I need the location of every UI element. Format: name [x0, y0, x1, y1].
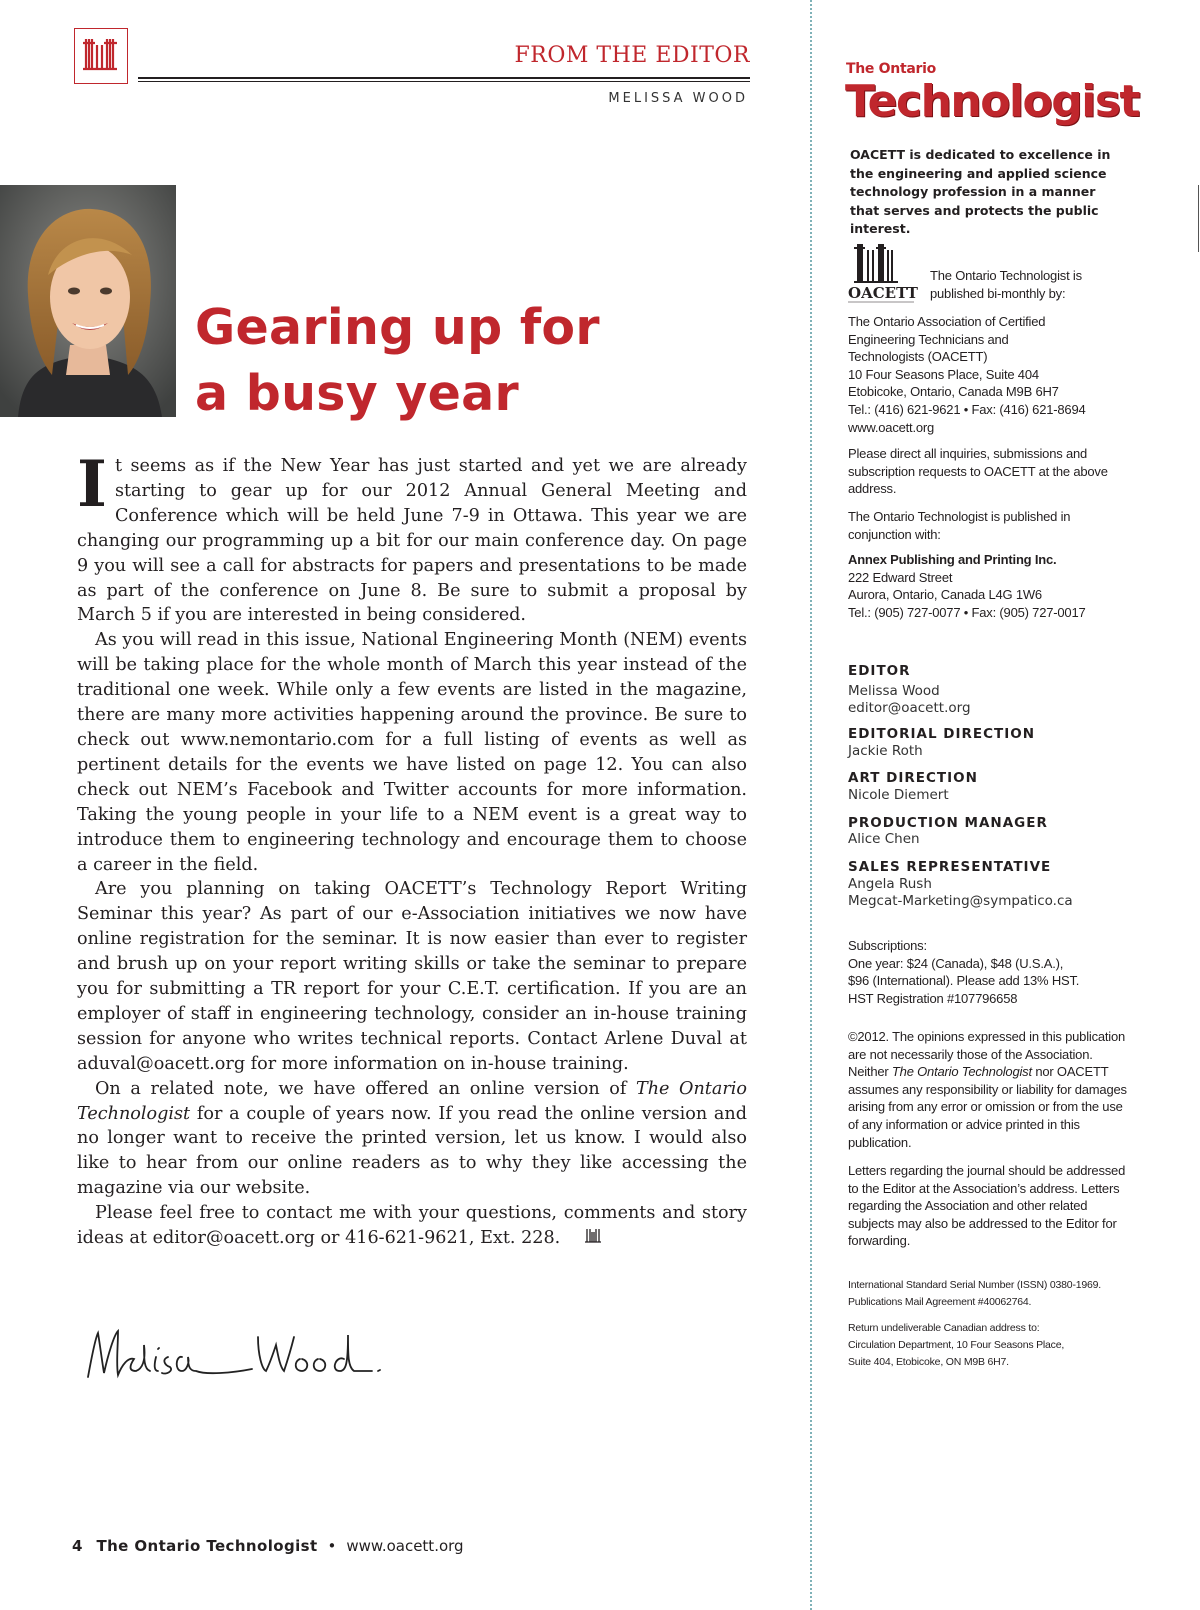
role-email: Megcat-Marketing@sympatico.ca	[848, 893, 1073, 909]
publication-name: The Ontario Technologist	[891, 1064, 1032, 1080]
address-line: Etobicoke, Ontario, Canada M9B 6H7	[848, 384, 1059, 400]
role-email: editor@oacett.org	[848, 700, 971, 716]
issn-line: International Standard Serial Number (ISSN) 0380-1969.	[848, 1279, 1102, 1291]
role-title: EDITOR	[848, 663, 911, 679]
article-body	[77, 447, 747, 1251]
editor-photo	[0, 185, 176, 417]
header-rule	[138, 77, 750, 79]
oacett-logo-icon	[74, 28, 128, 84]
footer-bullet: •	[327, 1537, 337, 1555]
published-by-note: The Ontario Technologist is published bi-monthly by:	[930, 268, 1082, 301]
article-paragraph-3: Are you planning on taking OACETT’s Technology Report Writing Seminar this year? As part of our e-Association initiatives we now have online registration for the seminar. It is now easier than ever to register and brush up on your report writing skills or take the seminar to prepare you for submitting a TR report for your C.E.T. certification. If you are an employer of staff in engineering technology, consider an in-house training session for anyone who writes technical reports. Contact Arlene Duval at aduval@oacett.org for more information on in-house training.	[77, 879, 747, 1074]
page-number: 4	[72, 1537, 83, 1555]
role-title: SALES REPRESENTATIVE	[848, 859, 1052, 875]
publisher-name: Annex Publishing and Printing Inc.	[848, 552, 1057, 567]
footer-publication: The Ontario Technologist	[96, 1537, 318, 1555]
footer-url: www.oacett.org	[346, 1537, 464, 1555]
address-line: www.oacett.org	[848, 419, 935, 435]
end-mark-logo-icon	[566, 1227, 584, 1245]
page-edge-mark	[1198, 185, 1199, 252]
copyright-text: ©2012. The opinions expressed in this publication are not necessarily those of the Association. Neither	[848, 1029, 1126, 1080]
role-title: PRODUCTION MANAGER	[848, 815, 1048, 831]
subscription-line: $96 (International). Please add 13% HST.	[848, 973, 1080, 989]
article-paragraph-5	[77, 1201, 747, 1251]
article-paragraph-2: As you will read in this issue, National Engineering Month (NEM) events will be taking place for the whole month of March this year instead of the traditional one week. While only a few events are listed in the magazine, there are many more activities happening around the province. Be sure to check out www.nemontario.com for a full listing of events as well as pertinent details for the events we have listed on page 12. You can also check out NEM’s Facebook and Twitter accounts for more information. Taking the young people in your life to a NEM event is a great way to introduce them to engineering technology and encourage them to choose a career in the field.	[77, 630, 747, 875]
role-name: Melissa Wood	[848, 683, 940, 699]
copyright-text: nor OACETT assumes any responsibility or liability for damages arising from any error or omission or from the use of any information or advice printed in this publication.	[848, 1064, 1127, 1150]
address-line: Tel.: (905) 727-0077 • Fax: (905) 727-0017	[848, 604, 1086, 620]
role-title: ART DIRECTION	[848, 770, 978, 786]
page-footer	[72, 1537, 464, 1555]
article-paragraph-4	[77, 1077, 747, 1202]
association-address	[848, 313, 1118, 436]
headline-line-2: a busy year	[195, 365, 519, 422]
paragraph-text: Please feel free to contact me with your questions, comments and story ideas at editor@oacett.org or 416-621-9621, Ext. 228.	[77, 1203, 747, 1249]
paragraph-text: for a couple of years now. If you read the online version and no longer want to receive the printed version, let us know. I would also like to hear from our online readers as to why they like accessing the magazine via our website.	[77, 1103, 747, 1199]
address-line: The Ontario Association of Certified	[848, 314, 1046, 329]
column-divider	[810, 0, 812, 1610]
address-line: Aurora, Ontario, Canada L4G 1W6	[848, 587, 1042, 603]
address-line: 10 Four Seasons Place, Suite 404	[848, 366, 1039, 382]
role-name: Nicole Diemert	[848, 787, 949, 803]
issn-info	[848, 1277, 1130, 1311]
role-name: Angela Rush	[848, 876, 932, 892]
role-title: EDITORIAL DIRECTION	[848, 726, 1036, 742]
inquiries-note: Please direct all inquiries, submissions and subscription requests to OACETT at the above address.	[848, 446, 1108, 497]
address-line: Engineering Technicians and	[848, 331, 1009, 347]
return-line: Return undeliverable Canadian address to:	[848, 1322, 1040, 1334]
letters-note: Letters regarding the journal should be addressed to the Editor at the Association’s address. Letters regarding the Association and other related subjects may also be addressed to the Editor for forwarding.	[848, 1163, 1126, 1249]
mission-statement: OACETT is dedicated to excellence in the engineering and applied science technology profession in a manner that serves and protects the public interest.	[850, 147, 1111, 237]
headline-line-1: Gearing up for	[195, 299, 600, 356]
paragraph-text: On a related note, we have offered an online version of	[95, 1078, 636, 1099]
masthead-logo: Technologist	[845, 76, 1140, 127]
address-line: Tel.: (416) 621-9621 • Fax: (416) 621-8694	[848, 401, 1086, 417]
oacett-logo-text: OACETT	[848, 284, 918, 302]
author-byline: MELISSA WOOD	[608, 91, 748, 106]
subscription-line: HST Registration #107796658	[848, 990, 1018, 1006]
masthead-small: The Ontario	[846, 61, 936, 77]
subscription-line: Subscriptions:	[848, 938, 927, 953]
header-rule-thin	[138, 81, 750, 82]
oacett-logo	[848, 240, 918, 304]
copyright-notice	[848, 1028, 1130, 1151]
publisher-address	[848, 551, 1118, 621]
return-address	[848, 1320, 1130, 1371]
return-line: Suite 404, Etobicoke, ON M9B 6H7.	[848, 1356, 1009, 1368]
conjunction-note: The Ontario Technologist is published in conjunction with:	[848, 509, 1071, 542]
role-name: Alice Chen	[848, 831, 920, 847]
role-name: Jackie Roth	[848, 743, 923, 759]
editor-signature	[82, 1315, 392, 1395]
article-headline	[195, 295, 695, 427]
return-line: Circulation Department, 10 Four Seasons Place,	[848, 1339, 1065, 1351]
article-paragraph-1	[77, 447, 747, 628]
subscription-line: One year: $24 (Canada), $48 (U.S.A.),	[848, 955, 1064, 971]
issn-line: Publications Mail Agreement #40062764.	[848, 1296, 1032, 1308]
paragraph-text: t seems as if the New Year has just started and yet we are already starting to gear up for our 2012 Annual General Meeting and Conference which will be held June 7-9 in Ottawa. This year we are changing our programming up a bit for our main conference day. On page 9 you will see a call for abstracts for papers and presentations to be made as part of the conference on June 8. Be sure to submit a proposal by March 5 if you are interested in being considered.	[77, 456, 747, 626]
subscriptions	[848, 937, 1118, 1007]
drop-cap: I	[77, 447, 107, 522]
section-title: FROM THE EDITOR	[514, 43, 750, 68]
publication-name: The Ontario Technologist	[77, 1078, 747, 1124]
address-line: 222 Edward Street	[848, 569, 953, 585]
address-line: Technologists (OACETT)	[848, 349, 988, 365]
